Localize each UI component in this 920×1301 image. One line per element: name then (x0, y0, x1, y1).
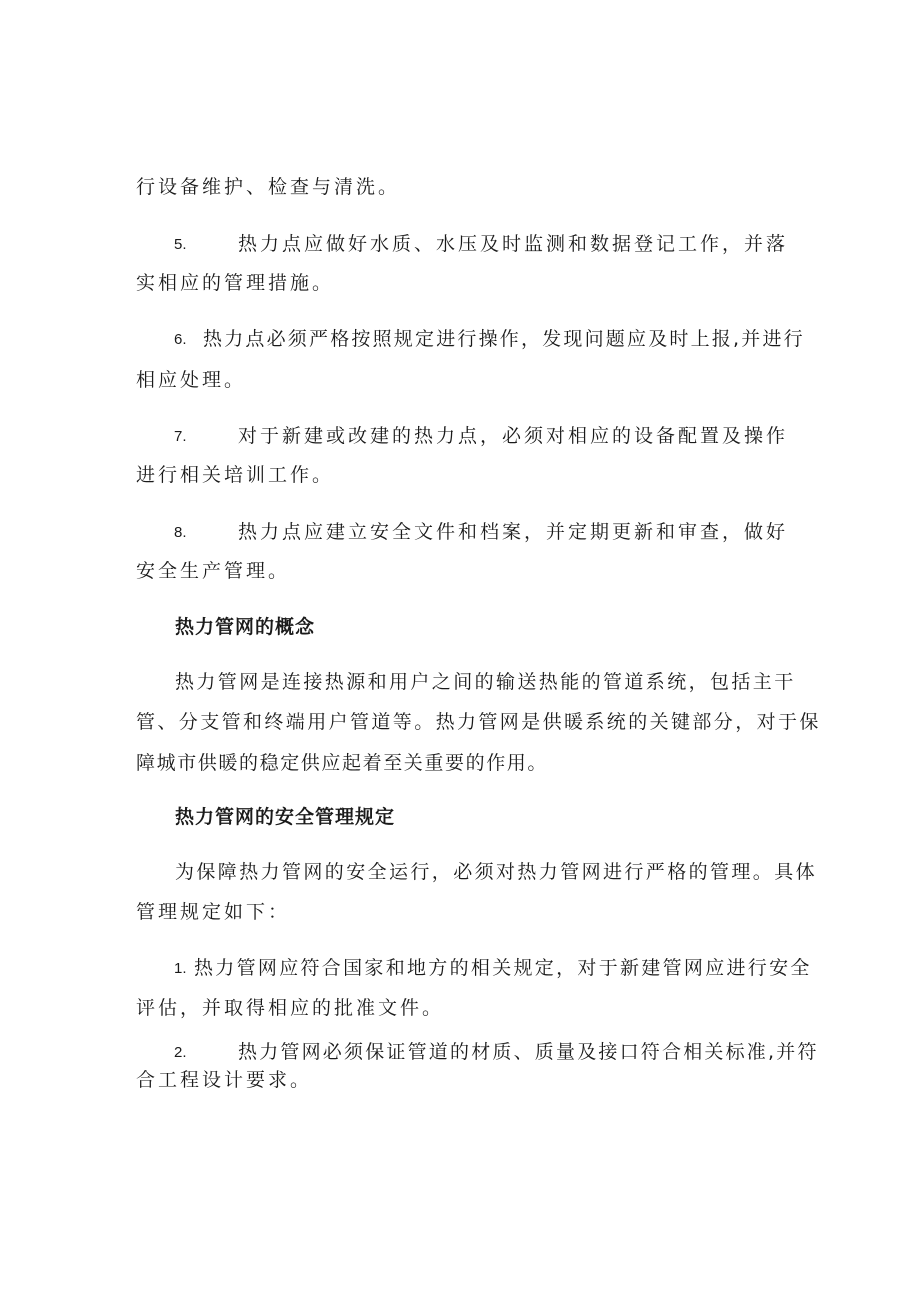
item-7-number: 7. (174, 428, 187, 445)
item-6-line-2: 相应处理。 (136, 369, 247, 391)
item-5-line-2: 实相应的管理措施。 (136, 272, 335, 294)
item-8-line-2: 安全生产管理。 (136, 560, 291, 582)
rule-1-number: 1. (174, 960, 187, 977)
concept-line-3: 障城市供暖的稳定供应起着至关重要的作用。 (136, 752, 549, 774)
item-6-number: 6. (174, 331, 187, 348)
concept-line-1: 热力管网是连接热源和用户之间的输送热能的管道系统，包括主干 (175, 671, 796, 693)
item-7-line-1: 对于新建或改建的热力点，必须对相应的设备配置及操作 (238, 425, 789, 447)
section-heading-concept: 热力管网的概念 (175, 616, 316, 638)
section-heading-safety-rules: 热力管网的安全管理规定 (175, 806, 396, 828)
concept-line-2: 管、分支管和终端用户管道等。热力管网是供暖系统的关键部分，对于保 (136, 711, 821, 733)
item-5-line-1: 热力点应做好水质、水压及时监测和数据登记工作，并落 (238, 233, 789, 255)
item-6-line-1: 热力点必须严格按照规定进行操作，发现问题应及时上报,并进行 (203, 328, 805, 350)
item-8-number: 8. (174, 524, 187, 541)
intro-line-1: 为保障热力管网的安全运行，必须对热力管网进行严格的管理。具体 (175, 861, 818, 883)
rule-2-number: 2. (174, 1044, 187, 1061)
rule-2-line-2: 合工程设计要求。 (136, 1069, 313, 1091)
item-5-number: 5. (174, 236, 187, 253)
rule-1-line-1: 热力管网应符合国家和地方的相关规定，对于新建管网应进行安全 (194, 957, 812, 979)
intro-line-2: 管理规定如下： (136, 901, 291, 923)
rule-1-line-2: 评估，并取得相应的批准文件。 (136, 997, 445, 1019)
rule-2-line-1: 热力管网必须保证管道的材质、质量及接口符合相关标准,并符 (238, 1041, 819, 1063)
item-8-line-1: 热力点应建立安全文件和档案，并定期更新和审查，做好 (238, 521, 789, 543)
item-7-line-2: 进行相关培训工作。 (136, 464, 335, 486)
paragraph-4-tail: 行设备维护、检查与清洗。 (136, 176, 401, 198)
